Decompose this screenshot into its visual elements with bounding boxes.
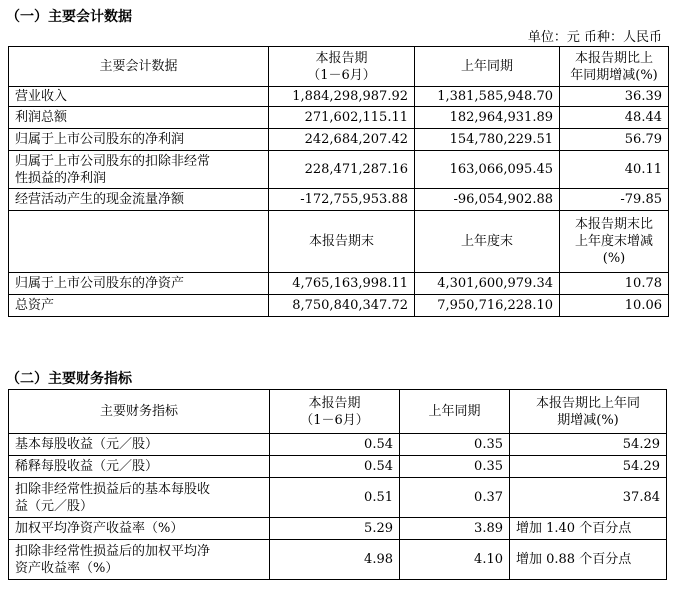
table-cell: 36.39: [560, 87, 669, 107]
table-cell: 基本每股收益（元／股）: [9, 434, 270, 456]
accounting-data-table: [8, 46, 669, 317]
table-cell: 37.84: [510, 478, 667, 518]
table-cell: 加权平均净资产收益率（%）: [9, 518, 270, 540]
table-cell: 0.35: [400, 434, 510, 456]
table-cell: 0.51: [270, 478, 400, 518]
table-cell: 本报告期末: [269, 211, 415, 273]
table-cell: 54.29: [510, 434, 667, 456]
table-cell: 扣除非经常性损益后的加权平均净 资产收益率（%）: [9, 540, 270, 580]
table-cell: 1,884,298,987.92: [269, 87, 415, 107]
table-cell: 主要会计数据: [9, 47, 269, 87]
table-cell: 稀释每股收益（元／股）: [9, 456, 270, 478]
table-cell: -96,054,902.88: [415, 189, 560, 211]
subheader-row: [9, 211, 669, 273]
table-row: [9, 518, 667, 540]
table-cell: 3.89: [400, 518, 510, 540]
table-cell: 经营活动产生的现金流量净额: [9, 189, 269, 211]
table-row: [9, 456, 667, 478]
financial-indicators-table: [8, 389, 667, 580]
table-cell: 56.79: [560, 129, 669, 151]
table-cell: 4,301,600,979.34: [415, 273, 560, 295]
table-cell: 本报告期末比 上年度末增减 (%): [560, 211, 669, 273]
table-cell: 271,602,115.11: [269, 107, 415, 129]
table-cell: 163,066,095.45: [415, 151, 560, 189]
table-cell: 7,950,716,228.10: [415, 295, 560, 317]
table-cell: 归属于上市公司股东的净利润: [9, 129, 269, 151]
unit-currency-line: 单位：元 币种：人民币: [527, 30, 662, 45]
table-row: [9, 87, 669, 107]
table-cell: 0.37: [400, 478, 510, 518]
table-cell: -79.85: [560, 189, 669, 211]
table-row: [9, 129, 669, 151]
table-row: [9, 295, 669, 317]
header-row: [9, 390, 667, 434]
header-row: [9, 47, 669, 87]
table-row: [9, 273, 669, 295]
table-cell: 增加 0.88 个百分点: [510, 540, 667, 580]
table-cell: 本报告期比上年同 期增减(%): [510, 390, 667, 434]
table-cell: 40.11: [560, 151, 669, 189]
table-cell: 8,750,840,347.72: [269, 295, 415, 317]
table-cell: 54.29: [510, 456, 667, 478]
table-cell: 本报告期比上 年同期增减(%): [560, 47, 669, 87]
table-cell: 10.06: [560, 295, 669, 317]
table-cell: 228,471,287.16: [269, 151, 415, 189]
table-row: [9, 189, 669, 211]
table-cell: 上年同期: [415, 47, 560, 87]
table-cell: 本报告期 （1－6月）: [270, 390, 400, 434]
table-row: [9, 478, 667, 518]
table-cell: 0.54: [270, 456, 400, 478]
table-row: [9, 434, 667, 456]
table-cell: 营业收入: [9, 87, 269, 107]
table-cell: 182,964,931.89: [415, 107, 560, 129]
table-cell: 归属于上市公司股东的净资产: [9, 273, 269, 295]
table-cell: 4.98: [270, 540, 400, 580]
table-cell: 0.54: [270, 434, 400, 456]
table-cell: 总资产: [9, 295, 269, 317]
table-cell: 5.29: [270, 518, 400, 540]
table-cell: 归属于上市公司股东的扣除非经常 性损益的净利润: [9, 151, 269, 189]
table-cell: 1,381,585,948.70: [415, 87, 560, 107]
section2-title: （二）主要财务指标: [6, 371, 132, 387]
table-row: [9, 107, 669, 129]
table-cell: 154,780,229.51: [415, 129, 560, 151]
table-cell: 利润总额: [9, 107, 269, 129]
table-row: [9, 151, 669, 189]
table-cell: -172,755,953.88: [269, 189, 415, 211]
section1-title: （一）主要会计数据: [6, 9, 132, 25]
table-cell: 上年度末: [415, 211, 560, 273]
table-cell: 增加 1.40 个百分点: [510, 518, 667, 540]
table-cell: 上年同期: [400, 390, 510, 434]
table-row: [9, 540, 667, 580]
table-cell: 10.78: [560, 273, 669, 295]
table-cell: 扣除非经常性损益后的基本每股收 益（元／股）: [9, 478, 270, 518]
table-cell: 48.44: [560, 107, 669, 129]
table-cell: [9, 211, 269, 273]
table-cell: 0.35: [400, 456, 510, 478]
table-cell: 242,684,207.42: [269, 129, 415, 151]
table-cell: 本报告期 （1－6月）: [269, 47, 415, 87]
table-cell: 主要财务指标: [9, 390, 270, 434]
table-cell: 4.10: [400, 540, 510, 580]
table-cell: 4,765,163,998.11: [269, 273, 415, 295]
